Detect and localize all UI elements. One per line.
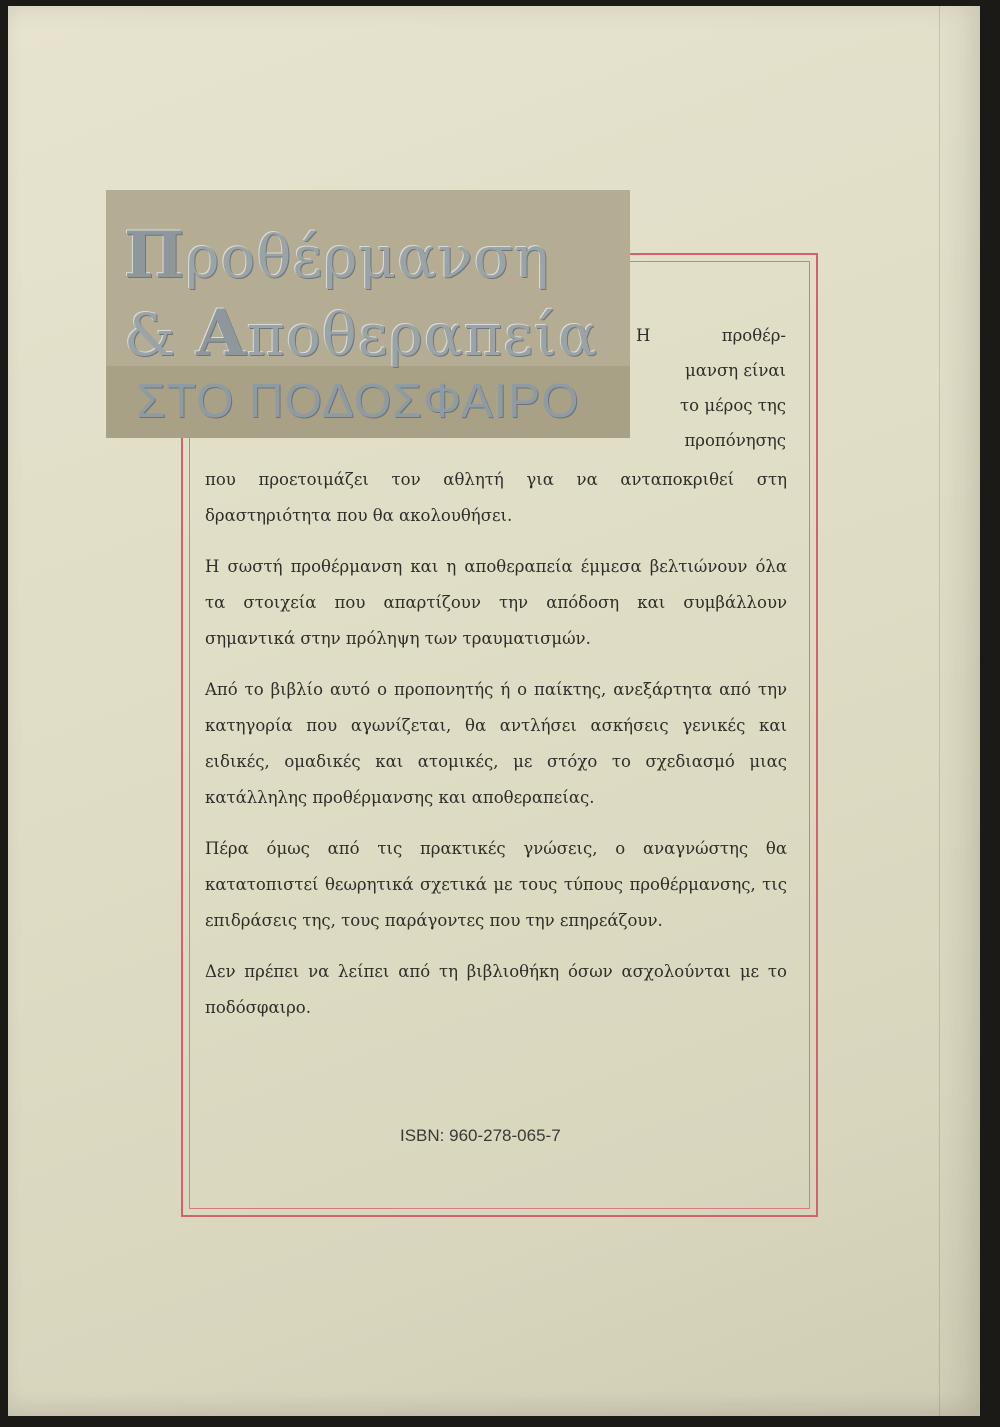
intro-line: Η προθέρ- xyxy=(636,326,786,345)
intro-text xyxy=(636,318,786,458)
title-initial-1: Π xyxy=(124,218,186,293)
blurb-paragraph: Η σωστή προθέρμανση και η αποθεραπεία έμμεσα βελτιώνουν όλα τα στοιχεία που απαρτίζουν την απόδοση και συμβάλλουν σημαντικά στην πρόληψη των τραυματισμών. xyxy=(205,557,787,648)
blurb-body xyxy=(205,462,787,1041)
intro-line: το μέρος της xyxy=(680,396,786,415)
title-initial-2: Α xyxy=(196,296,247,371)
title-line-2 xyxy=(124,296,598,371)
title-rest-1: ροθέρμανση xyxy=(185,223,550,291)
subtitle: ΣΤΟ ΠΟΔΟΣΦΑΙΡΟ xyxy=(136,375,580,428)
intro-line: μανση είναι xyxy=(685,361,786,380)
title-rest-2: ποθεραπεία xyxy=(246,301,599,369)
cover-edge xyxy=(939,6,940,1416)
blurb-paragraph: Πέρα όμως από τις πρακτικές γνώσεις, ο αναγνώστης θα κατατοπιστεί θεωρητικά σχετικά με τους τύπους προθέρμανσης, τις επιδράσεις της, τους παράγοντες που την επηρεάζουν. xyxy=(205,839,787,930)
intro-line: προπόνησης xyxy=(684,431,786,450)
title-line-1 xyxy=(124,218,550,293)
blurb-paragraph: Από το βιβλίο αυτό ο προπονητής ή ο παίκτης, ανεξάρτητα από την κατηγορία που αγωνίζεται, θα αντλήσει ασκήσεις γενικές και ειδικές, ομαδικές και ατομικές, με στόχο το σχεδιασμό μιας κατάλληλης προθέρμανσης και αποθεραπείας. xyxy=(205,680,787,807)
title-prefix-2: & xyxy=(124,301,197,369)
blurb-paragraph: Δεν πρέπει να λείπει από τη βιβλιοθήκη όσων ασχολούνται με το ποδόσφαιρο. xyxy=(205,962,787,1017)
title-block xyxy=(106,190,630,438)
isbn: ISBN: 960-278-065-7 xyxy=(400,1126,561,1145)
blurb-paragraph: που προετοιμάζει τον αθλητή για να ανταποκριθεί στη δραστηριότητα που θα ακολουθήσει. xyxy=(205,470,787,525)
